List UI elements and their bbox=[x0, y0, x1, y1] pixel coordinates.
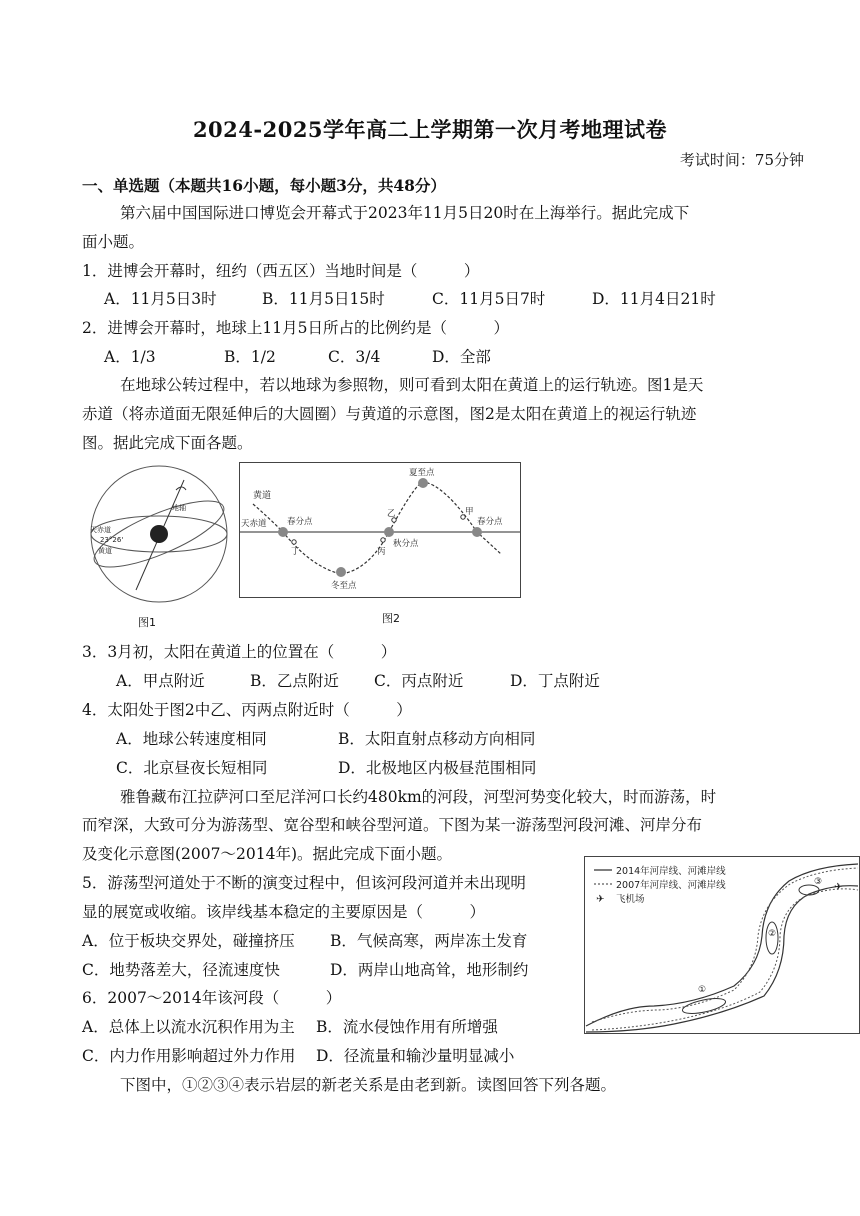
question-4-option-b: B．太阳直射点移动方向相同 bbox=[338, 730, 536, 748]
figure-2-caption: 图2 bbox=[382, 612, 400, 625]
figure-2-label-ding: 丁 bbox=[291, 547, 300, 557]
question-5-stem-line-1: 5．游荡型河道处于不断的演变过程中，但该河段河道并未出现明 bbox=[82, 874, 526, 892]
question-2-stem: 2．进博会开幕时，地球上11月5日所占的比例约是（ ） bbox=[82, 319, 509, 337]
figure-1-label-angle: 23°26' bbox=[100, 536, 124, 544]
figure-2-label-bing: 丙 bbox=[377, 547, 386, 557]
passage-4-line-1: 下图中，①②③④表示岩层的新老关系是由老到新。读图回答下列各题。 bbox=[120, 1076, 617, 1094]
question-3-option-c: C．丙点附近 bbox=[374, 672, 464, 690]
figure-2-label-spring-1: 春分点 bbox=[287, 517, 313, 527]
question-6-option-c: C．内力作用影响超过外力作用 bbox=[82, 1047, 296, 1065]
passage-3-line-2: 而窄深，大致可分为游荡型、宽谷型和峡谷型河道。下图为某一游荡型河段河滩、河岸分布 bbox=[82, 816, 703, 834]
figure-3-legend-airport: 飞机场 bbox=[616, 894, 645, 905]
question-1-option-c: C．11月5日7时 bbox=[432, 290, 546, 308]
figure-1-label-celestial-equator: 天赤道 bbox=[90, 526, 111, 534]
question-1-option-a: A．11月5日3时 bbox=[104, 290, 217, 308]
question-5-option-b: B．气候高寒，两岸冻土发育 bbox=[330, 932, 528, 950]
section-heading: 一、单选题（本题共16小题，每小题3分，共48分） bbox=[82, 176, 446, 195]
question-3-option-a: A．甲点附近 bbox=[116, 672, 205, 690]
question-4-option-a: A．地球公转速度相同 bbox=[116, 730, 267, 748]
question-5-stem-line-2: 显的展宽或收缩。该岸线基本稳定的主要原因是（ ） bbox=[82, 903, 486, 921]
question-4-stem: 4．太阳处于图2中乙、丙两点附近时（ ） bbox=[82, 701, 412, 719]
question-1-stem: 1．进博会开幕时，纽约（西五区）当地时间是（ ） bbox=[82, 262, 480, 280]
question-2-option-b: B．1/2 bbox=[224, 348, 276, 366]
question-2-option-d: D．全部 bbox=[432, 348, 491, 366]
figure-3-legend-2007: 2007年河岸线、河滩岸线 bbox=[616, 880, 726, 891]
figure-2-label-winter: 冬至点 bbox=[331, 581, 357, 591]
figure-2-label-yi: 乙 bbox=[387, 509, 396, 519]
question-6-stem: 6．2007～2014年该河段（ ） bbox=[82, 989, 342, 1007]
figure-3-mark-2: ② bbox=[768, 929, 777, 939]
figure-3-legend-2014: 2014年河岸线、河滩岸线 bbox=[616, 866, 726, 877]
airport-icon: ✈ bbox=[834, 882, 843, 893]
question-6-option-d: D．径流量和输沙量明显减小 bbox=[316, 1047, 515, 1065]
passage-1-line-1: 第六届中国国际进口博览会开幕式于2023年11月5日20时在上海举行。据此完成下 bbox=[120, 204, 690, 222]
figure-2-label-celestial-equator: 天赤道 bbox=[241, 519, 267, 529]
question-4-option-c: C．北京昼夜长短相同 bbox=[116, 759, 268, 777]
figure-1-label-ecliptic: 黄道 bbox=[98, 547, 112, 555]
question-4-option-d: D．北极地区内极昼范围相同 bbox=[338, 759, 537, 777]
passage-2-line-1: 在地球公转过程中，若以地球为参照物，则可看到太阳在黄道上的运行轨迹。图1是天 bbox=[120, 376, 704, 394]
question-2-option-c: C．3/4 bbox=[328, 348, 381, 366]
figure-2-label-spring-2: 春分点 bbox=[477, 517, 503, 527]
passage-1-line-2: 面小题。 bbox=[82, 233, 145, 251]
question-5-option-a: A．位于板块交界处，碰撞挤压 bbox=[82, 932, 295, 950]
figure-2-label-autumn: 秋分点 bbox=[393, 539, 419, 549]
figure-1-caption: 图1 bbox=[138, 616, 156, 629]
passage-3-line-1: 雅鲁藏布江拉萨河口至尼洋河口长约480km的河段，河型河势变化较大，时而游荡，时 bbox=[120, 788, 717, 806]
figure-3-mark-1: ① bbox=[698, 985, 707, 995]
passage-3-line-3: 及变化示意图(2007～2014年)。据此完成下面小题。 bbox=[82, 845, 452, 863]
figure-2-label-jia: 甲 bbox=[465, 507, 474, 517]
question-2-option-a: A．1/3 bbox=[104, 348, 156, 366]
question-3-option-d: D．丁点附近 bbox=[510, 672, 600, 690]
figure-2-label-summer: 夏至点 bbox=[409, 468, 435, 478]
figure-2-sun-path bbox=[239, 462, 521, 598]
question-1-option-d: D．11月4日21时 bbox=[592, 290, 716, 308]
figure-3-river-map bbox=[584, 856, 860, 1034]
question-5-option-d: D．两岸山地高耸，地形制约 bbox=[330, 961, 529, 979]
figure-3-mark-3: ③ bbox=[814, 877, 823, 887]
question-1-option-b: B．11月5日15时 bbox=[262, 290, 385, 308]
figure-1-label-axis: 地轴 bbox=[172, 504, 186, 512]
question-3-stem: 3．3月初，太阳在黄道上的位置在（ ） bbox=[82, 643, 397, 661]
passage-2-line-3: 图。据此完成下面各题。 bbox=[82, 434, 253, 452]
question-6-option-a: A．总体上以流水沉积作用为主 bbox=[82, 1018, 295, 1036]
airplane-icon: ✈ bbox=[596, 894, 605, 905]
figure-2-label-ecliptic: 黄道 bbox=[253, 491, 272, 501]
question-3-option-b: B．乙点附近 bbox=[250, 672, 339, 690]
question-5-option-c: C．地势落差大，径流速度快 bbox=[82, 961, 280, 979]
figure-1-celestial-sphere bbox=[84, 462, 234, 622]
exam-time: 考试时间：75分钟 bbox=[679, 151, 804, 169]
page-title: 2024-2025学年高二上学期第一次月考地理试卷 bbox=[192, 117, 668, 142]
passage-2-line-2: 赤道（将赤道面无限延伸后的大圆圈）与黄道的示意图，图2是太阳在黄道上的视运行轨迹 bbox=[82, 405, 697, 423]
question-6-option-b: B．流水侵蚀作用有所增强 bbox=[316, 1018, 498, 1036]
